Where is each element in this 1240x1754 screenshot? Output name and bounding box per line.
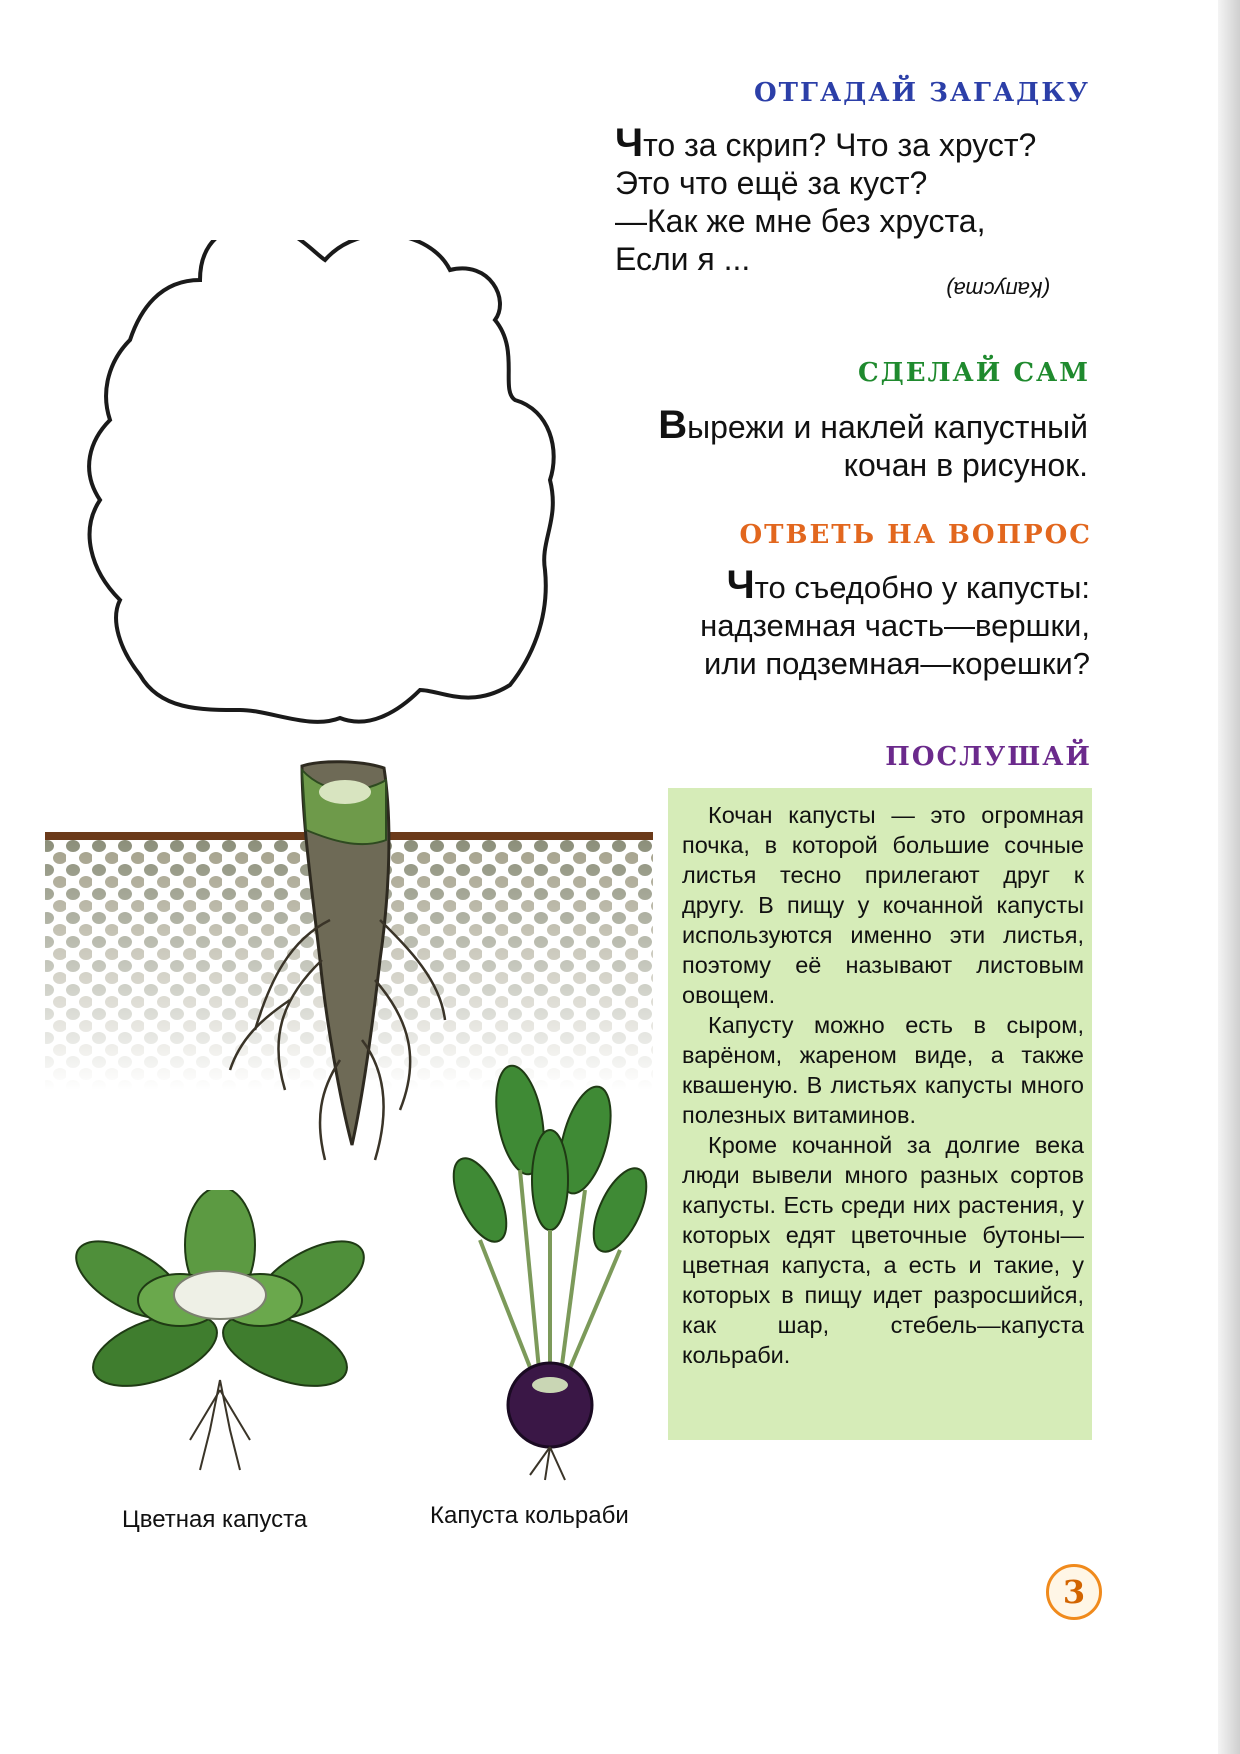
listen-paragraph: Капусту можно есть в сыром, варёном, жареном виде, а также квашеную. В листьях капусты много полезных витаминов.	[682, 1012, 1084, 1128]
listen-text	[682, 800, 1084, 1370]
question-line: надземная часть—вершки,	[700, 608, 1090, 643]
page-number-badge	[1046, 1564, 1102, 1620]
cauliflower-roots	[190, 1380, 250, 1470]
riddle-line: —Как же мне без хруста,	[615, 203, 986, 239]
diy-heading: СДЕЛАЙ САМ	[857, 358, 1090, 388]
cauliflower-head	[174, 1271, 266, 1319]
riddle-line: Если я ...	[615, 241, 751, 277]
riddle-answer: (Капуста)	[946, 277, 1051, 302]
riddle-line: Это что ещё за куст?	[615, 165, 928, 201]
listen-heading: ПОСЛУШАЙ	[885, 742, 1092, 772]
page-edge	[1218, 0, 1240, 1754]
question-line: Что съедобно у капусты:	[726, 563, 1090, 607]
diy-line: Вырежи и наклей капустный	[658, 403, 1088, 447]
riddle-heading: ОТГАДАЙ ЗАГАДКУ	[754, 78, 1090, 108]
listen-paragraph: Кочан капусты — это огромная почка, в которой большие сочные листья тесно прилегают друг к другу. В пищу у кочанной капусты используются именно эти листья, поэтому её называют листовым овощем.	[682, 802, 1084, 1008]
question-heading: ОТВЕТЬ НА ВОПРОС	[739, 520, 1092, 550]
diy-text	[600, 403, 1088, 484]
question-line-rest: то съедобно у капусты:	[754, 570, 1090, 605]
kohlrabi-illustration	[450, 1060, 650, 1490]
riddle-line: Что за скрип? Что за хруст?	[615, 121, 1037, 165]
page-number: 3	[1062, 1573, 1086, 1611]
riddle-line-rest: то за скрип? Что за хруст?	[643, 127, 1037, 163]
question-line: или подземная—корешки?	[704, 646, 1090, 681]
cabbage-cutout-outline	[89, 240, 554, 722]
diy-line-rest: ырежи и наклей капустный	[687, 409, 1088, 445]
cauliflower-illustration	[70, 1190, 370, 1480]
listen-paragraph: Кроме кочанной за долгие века люди вывели много разных сортов капусты. Есть среди них растения, у которых едят цветочные бутоны—цветная капуста, а есть и такие, у которых в пищу идет разросшийся, как шар, стебель—капуста кольраби.	[682, 1132, 1084, 1368]
cauliflower-caption: Цветная капуста	[122, 1506, 308, 1533]
cabbage-stalk-illustration	[40, 240, 660, 1180]
kohlrabi-bulb	[508, 1363, 592, 1447]
diy-line: кочан в рисунок.	[843, 447, 1088, 483]
kohlrabi-caption: Капуста кольраби	[430, 1502, 629, 1529]
kohlrabi-roots	[530, 1447, 565, 1480]
question-text	[600, 563, 1090, 683]
riddle-text	[615, 121, 1095, 278]
